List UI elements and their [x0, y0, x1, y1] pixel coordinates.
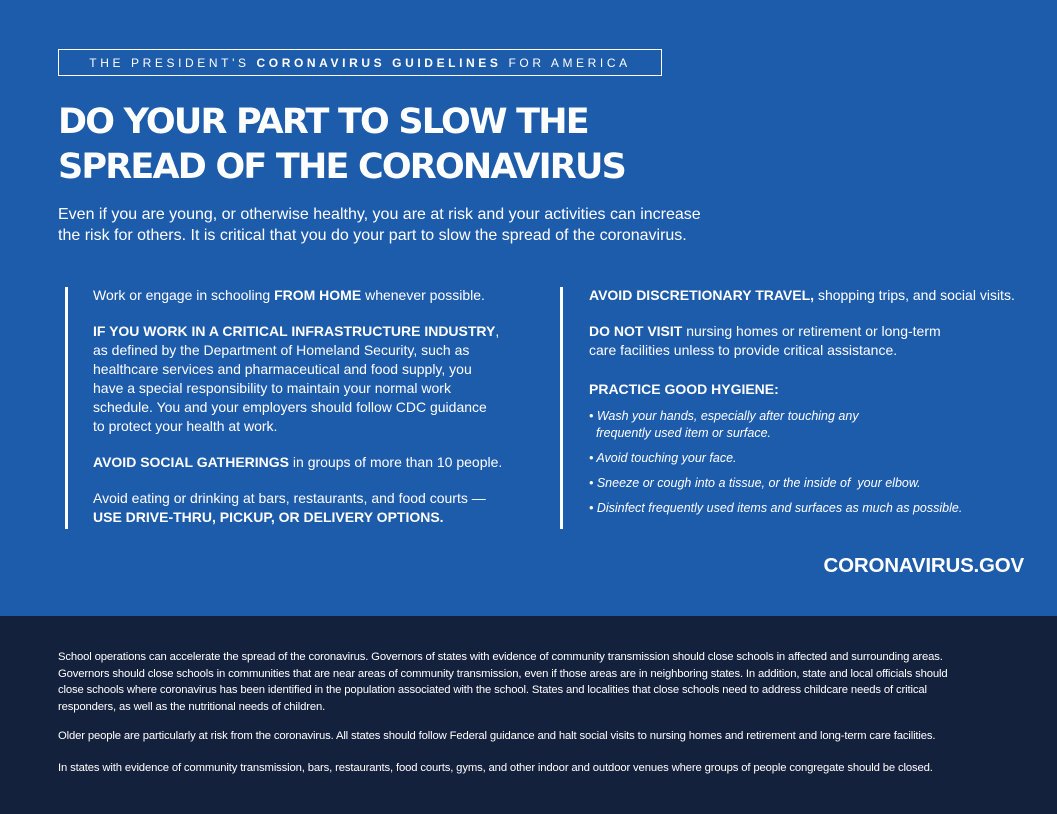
right-guidance-column [560, 287, 1056, 529]
critical-infrastructure-item [93, 322, 499, 436]
kicker-banner [58, 49, 662, 76]
visit-bold: DO NOT VISIT [589, 323, 683, 339]
travel-bold: AVOID DISCRETIONARY TRAVEL, [589, 287, 815, 303]
bullet-4-line-1: • Disinfect frequently used items and surfaces as much as possible. [589, 501, 963, 515]
critical-line-5: to protect your health at work. [93, 418, 278, 434]
home-text-pre: Work or engage in schooling [93, 287, 275, 303]
footer-p1-line-2: Governors should close schools in communities that are near areas of community transmission, even if those areas are in neighboring states. In addition, state and local officials should [58, 667, 948, 680]
eating-bold: USE DRIVE-THRU, PICKUP, OR DELIVERY OPTIONS. [93, 509, 444, 525]
eating-item [93, 489, 486, 527]
kicker-post: FOR AMERICA [508, 55, 631, 70]
hygiene-bullet-wash-hands [589, 408, 859, 442]
footer-p1-line-3: close schools where coronavirus has been identified in the population associated with the school. States and localities that close schools need to address childcare needs of critical [58, 684, 927, 696]
gatherings-post: in groups of more than 10 people. [289, 454, 503, 470]
intro-line-2: the risk for others. It is critical that you do your part to slow the spread of the coronavirus. [58, 227, 687, 244]
kicker-bold: CORONAVIRUS GUIDELINES [256, 55, 502, 70]
title-line-2: SPREAD OF THE CORONAVIRUS [58, 147, 625, 187]
footer-p1-line-4: responders, as well as the nutritional needs of children. [58, 700, 326, 713]
footer-p3-line: In states with evidence of community transmission, bars, restaurants, food courts, gyms, and other indoor and outdoor venues where groups of people congregate should be closed. [58, 762, 933, 774]
travel-item [589, 286, 1015, 305]
bullet-1-line-2: frequently used item or surface. [589, 426, 772, 440]
home-text-post: whenever possible. [361, 287, 485, 303]
kicker-pre: THE PRESIDENT'S [89, 55, 250, 70]
hygiene-bullet-face [589, 450, 737, 467]
home-text-bold: FROM HOME [274, 287, 362, 303]
critical-bold: IF YOU WORK IN A CRITICAL INFRASTRUCTURE INDUSTRY [93, 323, 496, 339]
page-title [58, 100, 958, 190]
bullet-2-line-1: • Avoid touching your face. [589, 451, 737, 465]
title-line-1: DO YOUR PART TO SLOW THE [58, 102, 588, 142]
footer-p1-line-1: School operations can accelerate the spread of the coronavirus. Governors of states with evidence of community transmission should close schools in affected and surrounding areas. [58, 651, 943, 663]
do-not-visit-item [589, 322, 941, 360]
footer-venues-paragraph [58, 760, 1018, 777]
hygiene-heading [589, 380, 779, 399]
hygiene-heading-text: PRACTICE GOOD HYGIENE: [589, 381, 779, 397]
footer-older-people-paragraph [58, 728, 1018, 745]
visit-post: nursing homes or retirement or long-term [682, 323, 941, 339]
critical-comma: , [495, 323, 500, 339]
footer-p2-line: Older people are particularly at risk from the coronavirus. All states should follow Federal guidance and halt social visits to nursing homes and retirement and long-term care facilities. [58, 730, 936, 742]
bottom-panel [0, 616, 1057, 814]
gatherings-bold: AVOID SOCIAL GATHERINGS [93, 454, 290, 470]
visit-line-2: care facilities unless to provide critical assistance. [589, 342, 898, 358]
critical-line-2: healthcare services and pharmaceutical and food supply, you [93, 361, 472, 377]
footer-schools-paragraph [58, 649, 1018, 715]
intro-paragraph [58, 204, 758, 246]
travel-post: shopping trips, and social visits. [814, 287, 1015, 303]
social-gatherings-item [93, 453, 502, 472]
left-guidance-column [65, 287, 560, 529]
hygiene-bullet-disinfect [589, 500, 962, 517]
work-from-home-item [93, 286, 485, 305]
website-link[interactable]: CORONAVIRUS.GOV [823, 554, 1024, 577]
critical-line-4: schedule. You and your employers should follow CDC guidance [93, 399, 487, 415]
intro-line-1: Even if you are young, or otherwise healthy, you are at risk and your activities can increase [58, 206, 701, 223]
critical-line-3: have a special responsibility to maintain your normal work [93, 380, 451, 396]
bullet-3-line-1: • Sneeze or cough into a tissue, or the inside of your elbow. [589, 476, 921, 490]
bullet-1-line-1: • Wash your hands, especially after touching any [589, 409, 859, 423]
eating-line-1: Avoid eating or drinking at bars, restaurants, and food courts — [93, 490, 486, 506]
critical-line-1: as defined by the Department of Homeland Security, such as [93, 342, 470, 358]
hygiene-bullet-sneeze [589, 475, 921, 492]
